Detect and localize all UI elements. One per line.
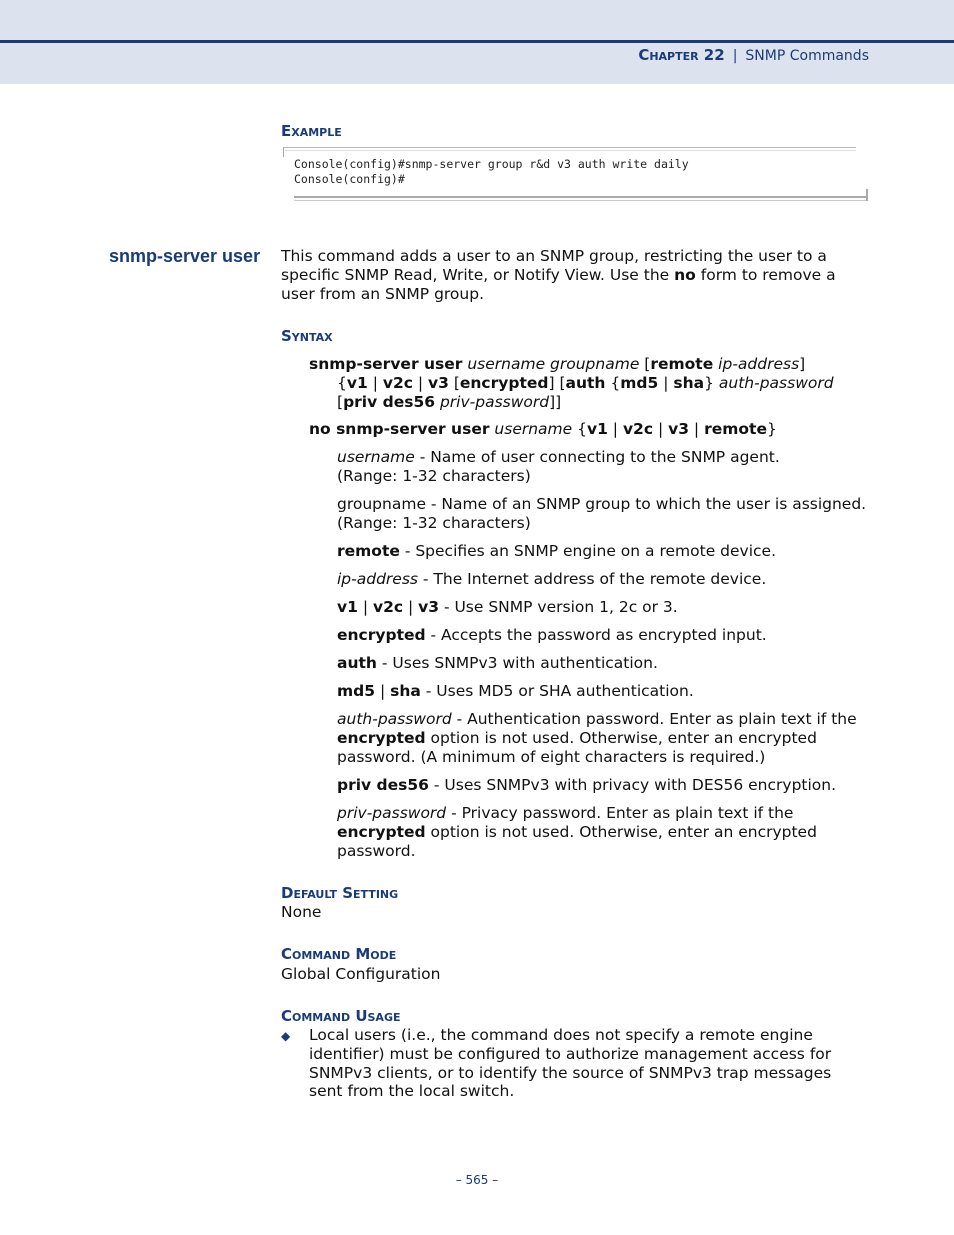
default-setting-heading: Default Setting <box>281 884 399 902</box>
code-line: Console(config)# <box>294 172 405 186</box>
parameter-priv-des56: priv des56 - Uses SNMPv3 with privacy with DES56 encryption. <box>337 776 837 794</box>
example-heading: Example <box>281 122 342 140</box>
syntax-heading: Syntax <box>281 327 333 345</box>
command-description: This command adds a user to an SNMP group, restricting the user to a specific SNMP Read, Write, or Notify View. Use the no form to remove a user from an SNMP group. <box>281 247 836 303</box>
default-setting-value: None <box>281 903 322 921</box>
syntax-line: [priv des56 priv-password]] <box>337 393 562 411</box>
chapter-section: SNMP Commands <box>745 48 869 64</box>
syntax-line: {v1 | v2c | v3 [encrypted] [auth {md5 | sha} auth-password <box>337 374 834 392</box>
parameter-version: v1 | v2c | v3 - Use SNMP version 1, 2c or 3. <box>337 598 678 616</box>
parameter-remote: remote - Specifies an SNMP engine on a remote device. <box>337 542 776 560</box>
diamond-bullet-icon: ◆ <box>281 1029 291 1043</box>
parameter-encrypted: encrypted - Accepts the password as encrypted input. <box>337 626 767 644</box>
command-mode-value: Global Configuration <box>281 965 441 983</box>
running-header <box>638 46 869 64</box>
code-example <box>283 147 868 200</box>
code-line: Console(config)#snmp-server group r&d v3 auth write daily <box>294 157 689 171</box>
parameter-auth: auth - Uses SNMPv3 with authentication. <box>337 654 658 672</box>
parameter-ip-address: ip-address - The Internet address of the remote device. <box>337 570 767 588</box>
parameter-groupname: groupname - Name of an SNMP group to which the user is assigned. (Range: 1-32 characters) <box>337 495 867 532</box>
header-separator: | <box>732 48 738 64</box>
command-usage-heading: Command Usage <box>281 1007 401 1025</box>
command-mode-heading: Command Mode <box>281 945 397 963</box>
parameter-priv-password: priv-password - Privacy password. Enter as plain text if the encrypted option is not used. Otherwise, enter an encrypted password. <box>337 804 817 860</box>
parameter-username: username - Name of user connecting to the SNMP agent. (Range: 1-32 characters) <box>337 448 780 485</box>
header-rule <box>0 40 954 43</box>
page-number: – 565 – <box>455 1173 499 1187</box>
command-title: snmp-server user <box>109 246 261 266</box>
parameter-md5-sha: md5 | sha - Uses MD5 or SHA authentication. <box>337 682 694 700</box>
syntax-line: no snmp-server user username {v1 | v2c | v3 | remote} <box>309 420 777 438</box>
chapter-label: Chapter 22 <box>638 46 725 64</box>
command-usage-item: Local users (i.e., the command does not specify a remote engine identifier) must be configured to authorize management access for SNMPv3 clients, or to identify the source of SNMPv3 trap messages sent from the local switch. <box>309 1026 832 1101</box>
syntax-line: snmp-server user username groupname [remote ip-address] <box>309 355 806 373</box>
parameter-auth-password: auth-password - Authentication password. Enter as plain text if the encrypted option is not used. Otherwise, enter an encrypted password. (A minimum of eight characters is required.) <box>337 710 857 766</box>
